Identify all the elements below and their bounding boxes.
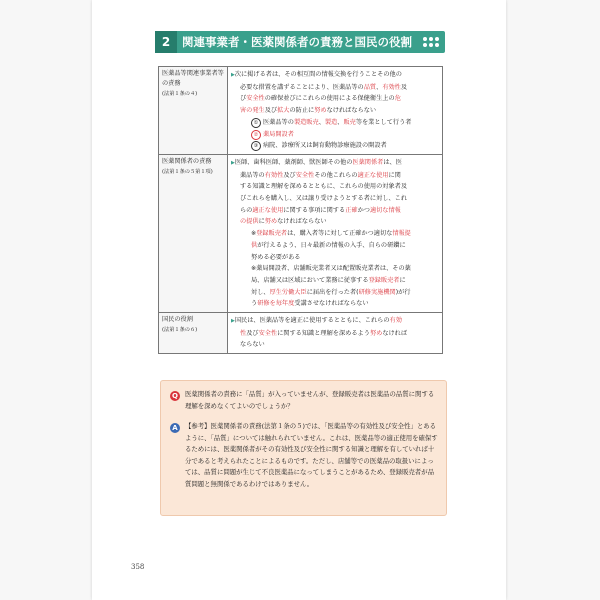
text-segment: する知識と理解を深めるとともに、これらの使用の対象者及 xyxy=(240,183,408,191)
text-segment: 努め xyxy=(314,107,327,115)
text-segment: び xyxy=(240,95,247,103)
text-segment: が行えるよう、日々最新の情報の入手、自らの研鑽に xyxy=(257,241,406,249)
text-segment: 努め xyxy=(369,329,383,337)
text-segment: 等を業として行う者 xyxy=(355,118,412,126)
text-segment: なければならない xyxy=(277,218,327,226)
text-segment: その他これらの xyxy=(314,171,358,179)
law-table xyxy=(158,66,443,354)
table-row xyxy=(159,67,443,155)
question-text: 医薬関係者の責務に「品質」が入っていませんが、登録販売者は医薬品の品質に関する理解を深めなくてよいのでしょうか？ xyxy=(185,390,435,410)
triangle-bullet-icon: ▶ xyxy=(231,318,235,325)
text-segment: 害の発生 xyxy=(240,107,265,115)
text-segment: 適切な情報 xyxy=(369,206,401,214)
content-line xyxy=(231,170,439,182)
row-law-ref: (法第１条の６) xyxy=(162,327,198,334)
circled-number: ② xyxy=(251,130,261,140)
row-law-ref: (法第１条の４) xyxy=(162,91,198,97)
text-segment: びこれらを購入し、又は譲り受けようとする者に対し、これ xyxy=(240,195,408,203)
content-line xyxy=(231,240,439,252)
content-line xyxy=(231,129,439,141)
text-segment: 、 xyxy=(337,118,344,126)
qa-box xyxy=(160,380,447,516)
text-segment: 有効 xyxy=(389,317,402,325)
row-label: 国民の役割 xyxy=(162,316,193,324)
text-segment: 拡大 xyxy=(277,107,290,115)
row-content-cell xyxy=(228,313,443,354)
text-segment: 対し、 xyxy=(251,288,270,296)
row-label-cell xyxy=(159,313,228,354)
question-icon: Q xyxy=(170,391,180,401)
content-line xyxy=(231,252,439,264)
content-line xyxy=(231,181,439,193)
content-line xyxy=(231,193,439,205)
text-segment: 品質 xyxy=(363,83,377,91)
triangle-bullet-icon: ▶ xyxy=(231,159,235,166)
text-segment: 国民は、医薬品等を適正に使用するとともに、これらの xyxy=(234,317,390,325)
text-segment: の提供 xyxy=(240,218,259,226)
answer-text: 【参考】医薬関係者の責務(法第１条の５)では、「医薬品等の有効性及び安全性」とあるように、「品質」については触れられていません。これは、医薬品等の適正使用を確保するためには、医薬関係者がその有効性及び安全性に関する知識と理解を有していれば十分であると考えられたことによるものです。ただし、店舗等での医薬品の取扱いによっては、品質に問題が生じて不良医薬品になってしまうことがあるため、登録販売者が品質問題と無関係であるわけではありません。 xyxy=(185,422,438,488)
table-row xyxy=(159,154,443,312)
text-segment: 及び xyxy=(264,107,278,115)
text-segment: 製造販売 xyxy=(293,118,319,126)
row-law-ref: (法第１条の５第１項) xyxy=(162,168,213,175)
text-segment: 医師、歯科医師、薬剤師、獣医師その他の xyxy=(234,158,353,166)
text-segment: 薬品等の xyxy=(240,171,265,179)
text-segment: に届出を行った者( xyxy=(306,288,359,296)
text-segment: 厚生労働大臣 xyxy=(269,288,307,296)
content-line xyxy=(231,105,439,117)
circled-number: ③ xyxy=(251,141,261,151)
text-segment: 、 xyxy=(376,83,383,91)
text-segment: は、購入者等に対して正確かつ適切な xyxy=(287,230,393,238)
text-segment: 受講させなければならない xyxy=(294,300,369,308)
row-label-cell xyxy=(159,67,228,155)
text-segment: 病院、診療所又は飼育動物診療施設の開設者 xyxy=(263,142,387,150)
text-segment: かつ xyxy=(357,206,370,214)
text-segment: )が行 xyxy=(395,288,411,296)
page-number: 358 xyxy=(131,563,145,571)
content-line xyxy=(231,205,439,217)
text-segment: 情報提 xyxy=(392,230,411,238)
text-segment: ※薬局開設者、店舗販売業者又は配置販売業者は、その薬 xyxy=(251,265,411,273)
text-segment: 製造 xyxy=(324,118,338,126)
text-segment: ならない xyxy=(240,341,265,349)
text-segment: 努め xyxy=(264,218,278,226)
content-line xyxy=(231,263,439,275)
text-segment: 危 xyxy=(394,95,401,103)
text-segment: 医薬関係者 xyxy=(352,158,384,166)
content-line xyxy=(231,82,439,94)
text-segment: 性 xyxy=(240,329,247,337)
text-segment: 販売 xyxy=(343,118,356,126)
text-segment: 及び xyxy=(283,171,296,179)
text-segment: の確保並びにこれらの使用による保健衛生上の xyxy=(264,95,395,103)
text-segment: ※ xyxy=(251,230,257,238)
content-line xyxy=(231,117,439,129)
content-line xyxy=(231,328,439,340)
text-segment: 有効性 xyxy=(264,171,284,179)
dots-decoration-icon xyxy=(423,37,439,47)
text-segment: 正確 xyxy=(345,206,358,214)
text-segment: らの xyxy=(240,206,253,214)
text-segment: 登録販売者 xyxy=(256,230,288,238)
text-segment: う xyxy=(251,300,258,308)
text-segment: 医薬品等の xyxy=(263,118,294,126)
text-segment: 供 xyxy=(251,241,258,249)
row-content-cell xyxy=(228,154,443,312)
content-line xyxy=(231,69,439,82)
text-segment: 薬局開設者 xyxy=(263,130,294,138)
text-segment: に関 xyxy=(388,171,401,179)
text-segment: 局、店舗又は区域において業務に従事する xyxy=(251,276,369,284)
text-segment: 努める必要がある xyxy=(251,253,301,261)
text-segment: 安全性 xyxy=(246,95,265,103)
text-segment: 必要な措置を講ずることにより、医薬品等の xyxy=(240,83,364,91)
text-segment: なければ xyxy=(382,329,408,337)
text-segment: に関する事項に関する xyxy=(283,206,346,214)
text-segment: に xyxy=(258,218,265,226)
content-line xyxy=(231,216,439,228)
row-content-cell xyxy=(228,67,443,155)
content-line xyxy=(231,287,439,299)
text-segment: 安全性 xyxy=(295,171,315,179)
text-segment: 適正な使用 xyxy=(252,206,284,214)
text-segment: 及び xyxy=(246,329,259,337)
section-heading xyxy=(155,31,445,53)
text-segment: 研修を毎年度 xyxy=(257,300,295,308)
content-line xyxy=(231,93,439,105)
text-segment: 適正な使用 xyxy=(357,171,389,179)
row-label-cell xyxy=(159,154,228,312)
row-label: 医薬品等関連事業者等の責務 xyxy=(162,70,224,87)
content-line xyxy=(231,228,439,240)
text-segment: 登録販売者 xyxy=(368,276,400,284)
content-line xyxy=(231,140,439,152)
row-label: 医薬関係者の責務 xyxy=(162,157,212,165)
section-title: 関連事業者・医薬関係者の責務と国民の役割 xyxy=(182,35,412,49)
text-segment: 有効性 xyxy=(382,83,401,91)
content-line xyxy=(231,275,439,287)
table-row xyxy=(159,313,443,354)
text-segment: 安全性 xyxy=(258,329,278,337)
circled-number: ① xyxy=(251,118,261,128)
text-segment: に関する知識と理解を深めるよう xyxy=(277,329,370,337)
content-line xyxy=(231,298,439,310)
text-segment: の防止に xyxy=(289,107,315,115)
text-segment: に xyxy=(399,276,406,284)
content-line xyxy=(231,339,439,351)
section-number: 2 xyxy=(155,31,177,53)
content-line xyxy=(231,157,439,170)
text-segment: なければならない xyxy=(326,107,377,115)
text-segment: 及 xyxy=(400,83,408,91)
text-segment: 次に掲げる者は、その相互間の情報交換を行うことその他の xyxy=(234,71,402,78)
text-segment: は、医 xyxy=(383,158,402,166)
text-segment: 、 xyxy=(318,118,325,126)
content-line xyxy=(231,315,439,328)
answer-icon: A xyxy=(170,423,180,433)
triangle-bullet-icon: ▶ xyxy=(231,72,235,78)
text-segment: 研修実施機関 xyxy=(358,288,396,296)
